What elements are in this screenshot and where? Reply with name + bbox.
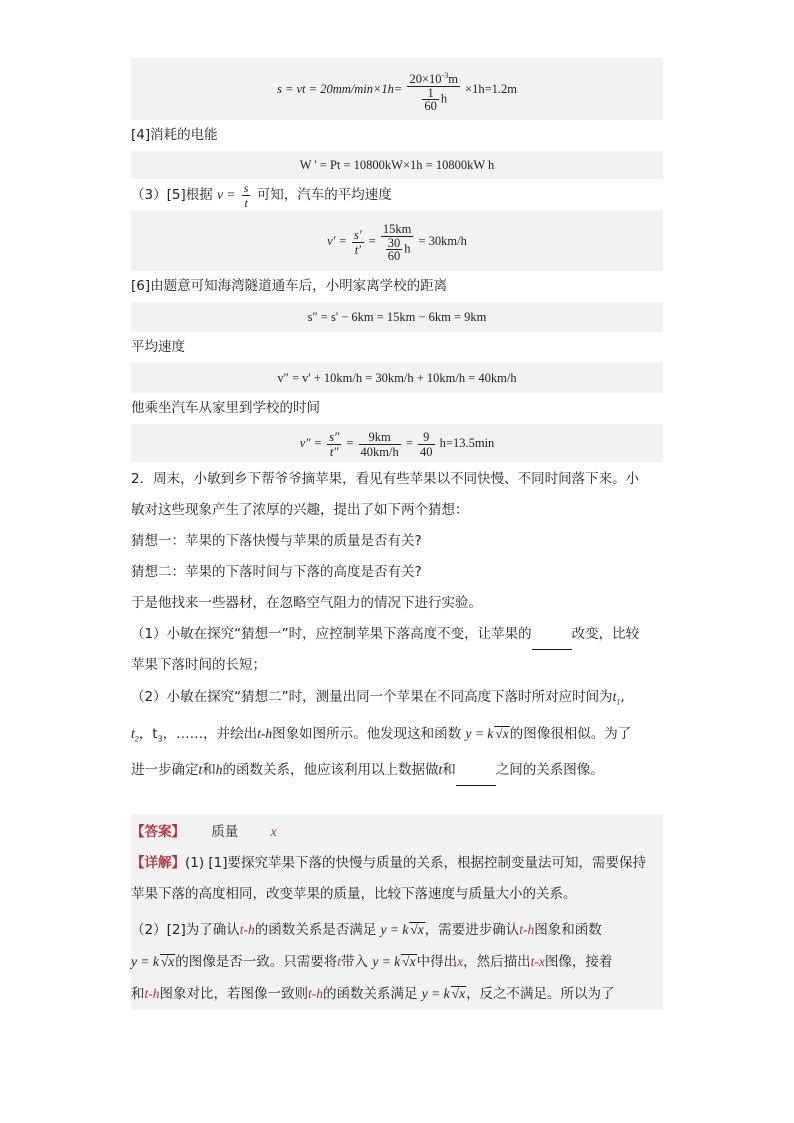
th-symbol: t-h bbox=[308, 986, 323, 1002]
t-symbol: t bbox=[198, 762, 203, 778]
formula-rhs: = 30km/h bbox=[418, 234, 467, 248]
label-energy: [4]消耗的电能 bbox=[131, 127, 218, 143]
detail-text: 和 bbox=[131, 986, 145, 1003]
label-average-speed: 平均速度 bbox=[131, 339, 185, 355]
detail-text: 图象和函数 bbox=[534, 922, 602, 939]
part-2-text: 和 bbox=[202, 762, 216, 779]
denominator: 40km/h bbox=[360, 444, 399, 459]
formula-lhs: s = vt = 20mm/min×1h= bbox=[276, 82, 403, 96]
fraction bbox=[418, 430, 435, 459]
detail-text: 图像，接着 bbox=[544, 954, 613, 971]
function-symbol: y = k bbox=[131, 954, 159, 970]
part-1-cont: 苹果下落时间的长短； bbox=[131, 657, 266, 673]
exponent: -3 bbox=[441, 70, 449, 80]
answer-section bbox=[131, 814, 663, 1010]
numerator: 15km bbox=[382, 222, 412, 237]
sqrt-x: √x bbox=[160, 954, 175, 970]
x-symbol: x bbox=[457, 954, 464, 970]
detail-text: (1) [1]要探究苹果下落的快慢与质量的关系，根据控制变量法可知，需要保持 bbox=[185, 855, 647, 872]
formula-lhs: v″ = bbox=[299, 436, 323, 450]
label-time: 他乘坐汽车从家里到学校的时间 bbox=[131, 400, 320, 416]
detail-line bbox=[131, 914, 663, 946]
label-distance: [6]由题意可知海湾隧道通车后，小明家离学校的距离 bbox=[131, 278, 448, 294]
numerator: s″ bbox=[329, 429, 340, 444]
denominator: t' bbox=[354, 242, 361, 257]
part-2-text: 的图像很相似。为了 bbox=[509, 725, 632, 742]
step3-prefix: （3）[5]根据 bbox=[131, 187, 213, 203]
formula-average-speed: v″ = v' + 10km/h = 30km/h + 10km/h = 40km/h bbox=[131, 363, 663, 393]
denominator: 40 bbox=[420, 444, 433, 459]
th-symbol: t-h bbox=[257, 725, 273, 741]
part-1-text: 改变，比较 bbox=[571, 626, 640, 642]
v-symbol: v = bbox=[217, 187, 236, 202]
part-2-text: 之间的关系图像。 bbox=[495, 762, 604, 779]
answer-blank-1[interactable] bbox=[532, 633, 572, 650]
numerator: s' bbox=[354, 227, 362, 242]
function-symbol: y = k bbox=[421, 986, 450, 1002]
equals: = bbox=[405, 436, 413, 450]
detail-line: 苹果下落的高度相同，改变苹果的质量，比较下落速度与质量大小的关系。 bbox=[131, 886, 577, 903]
detail-text: ，然后描出 bbox=[463, 954, 531, 971]
formula-time bbox=[131, 424, 663, 462]
sub-denominator: 60 bbox=[424, 98, 437, 113]
detail-text: 中得出 bbox=[416, 954, 458, 971]
th-symbol: t-h bbox=[144, 986, 160, 1002]
fraction bbox=[242, 181, 251, 210]
tx-symbol: t-x bbox=[530, 954, 545, 970]
equals: = bbox=[368, 234, 376, 248]
sub-numerator: 30 bbox=[387, 236, 401, 251]
detail-text: 的函数关系是否满足 bbox=[254, 922, 377, 939]
answer-blank-2[interactable] bbox=[456, 769, 496, 786]
document-page bbox=[131, 58, 663, 1010]
question-line: 于是他找来一些器材，在忽略空气阻力的情况下进行实验。 bbox=[131, 595, 482, 611]
formula-lhs: v' = bbox=[327, 234, 347, 248]
sub-denominator: 60 bbox=[387, 249, 401, 264]
part-2-end bbox=[131, 754, 663, 786]
function-symbol: y = k bbox=[380, 922, 409, 938]
part-2-text: ，……，并绘出 bbox=[162, 725, 258, 742]
step3-line bbox=[131, 179, 663, 211]
detail-text: 图象对比，若图像一致则 bbox=[159, 986, 308, 1003]
sqrt-x: √x bbox=[495, 725, 509, 741]
part-2-text: （2）小敏在探究“猜想二”时，测量出同一个苹果在不同高度下落时所对应时间为 bbox=[131, 689, 613, 705]
unit: m bbox=[448, 71, 458, 86]
th-symbol: t-h bbox=[239, 922, 255, 938]
part-2-text: 图象如图所示。他发现这和函数 bbox=[272, 725, 462, 742]
fraction bbox=[381, 222, 413, 262]
sqrt-x: √x bbox=[402, 954, 416, 970]
formula-energy: W ' = Pt = 10800kW×1h = 10800kW h bbox=[131, 151, 663, 179]
formula-speed bbox=[131, 211, 663, 271]
detail-text: 带入 bbox=[341, 954, 369, 971]
detail-line bbox=[131, 946, 663, 978]
part-2-text: 的函数关系，他应该利用以上数据做 bbox=[222, 762, 439, 779]
part-2: （2）小敏在探究“猜想二”时，测量出同一个苹果在不同高度下落时所对应时间为$t_1$, bbox=[131, 689, 625, 707]
detail-text: 的图像是否一致。只需要将 bbox=[175, 954, 338, 971]
answer-2: x bbox=[270, 824, 277, 840]
th-symbol: t-h bbox=[519, 922, 535, 938]
answer-1: 质量 bbox=[211, 824, 239, 841]
unit: h bbox=[440, 91, 448, 106]
fraction bbox=[359, 430, 401, 459]
numerator: 9km bbox=[359, 430, 401, 445]
part-2-cont: $t_2$，$t_3$，……，并绘出t-h图象如图所示。他发现这和函数 y = k √x的图像很相似。为了 bbox=[131, 725, 632, 744]
denominator: t″ bbox=[329, 444, 339, 459]
numerator: 20×10 bbox=[409, 71, 442, 86]
sub-numerator: 1 bbox=[422, 87, 439, 100]
detail-text: （2）[2]为了确认 bbox=[131, 922, 240, 939]
sqrt-x: √x bbox=[451, 986, 466, 1002]
formula-rhs: ×1h=1.2m bbox=[465, 82, 518, 96]
function-symbol: y = k bbox=[465, 725, 494, 741]
unit: h bbox=[404, 241, 411, 256]
formula-distance2: s″ = s' − 6km = 15km − 6km = 9km bbox=[131, 302, 663, 332]
detail-line bbox=[131, 978, 663, 1010]
sqrt-x: √x bbox=[410, 922, 424, 938]
fraction bbox=[327, 430, 341, 459]
step3-suffix: 可知，汽车的平均速度 bbox=[256, 187, 392, 203]
denominator: t bbox=[244, 195, 248, 210]
detail-text: ，反之不满足。所以为了 bbox=[466, 986, 615, 1003]
answer-label: 【答案】 bbox=[131, 824, 185, 841]
question-line: 敏对这些现象产生了浓厚的兴趣，提出了如下两个猜想： bbox=[131, 502, 469, 518]
t3-symbol: ，t bbox=[138, 725, 158, 742]
guess-1: 猜想一：苹果的下落快慢与苹果的质量是否有关? bbox=[131, 533, 422, 549]
part-1 bbox=[131, 619, 663, 650]
t-symbol: t bbox=[337, 954, 342, 970]
question-2 bbox=[131, 464, 663, 786]
equals: = bbox=[346, 436, 354, 450]
t1-symbol: $t_1$ bbox=[612, 689, 621, 707]
part-2-text: 和 bbox=[442, 762, 456, 779]
guess-2: 猜想二：苹果的下落时间与下落的高度是否有关? bbox=[131, 564, 422, 580]
fraction bbox=[352, 228, 364, 257]
formula-distance bbox=[131, 58, 663, 120]
formula-rhs: h=13.5min bbox=[439, 436, 495, 450]
detail-label: 【详解】 bbox=[131, 855, 185, 872]
fraction bbox=[407, 69, 459, 112]
h-symbol: h bbox=[215, 762, 223, 778]
t-symbol: t bbox=[438, 762, 443, 778]
detail-text: 的函数关系满足 bbox=[323, 986, 418, 1003]
part-2-text: 进一步确定 bbox=[131, 762, 199, 779]
question-line: 2．周末，小敏到乡下帮爷爷摘苹果，看见有些苹果以不同快慢、不同时间落下来。小 bbox=[131, 471, 640, 487]
function-symbol: y = k bbox=[372, 954, 401, 970]
detail-line bbox=[131, 848, 663, 879]
numerator: 9 bbox=[418, 430, 435, 445]
numerator: s bbox=[243, 180, 249, 195]
part-1-text: （1）小敏在探究“猜想一”时，应控制苹果下落高度不变，让苹果的 bbox=[131, 626, 532, 642]
t2-symbol: $t_2$ bbox=[131, 725, 139, 744]
detail-text: ，需要进步确认 bbox=[424, 922, 520, 939]
answer-line bbox=[131, 816, 663, 848]
